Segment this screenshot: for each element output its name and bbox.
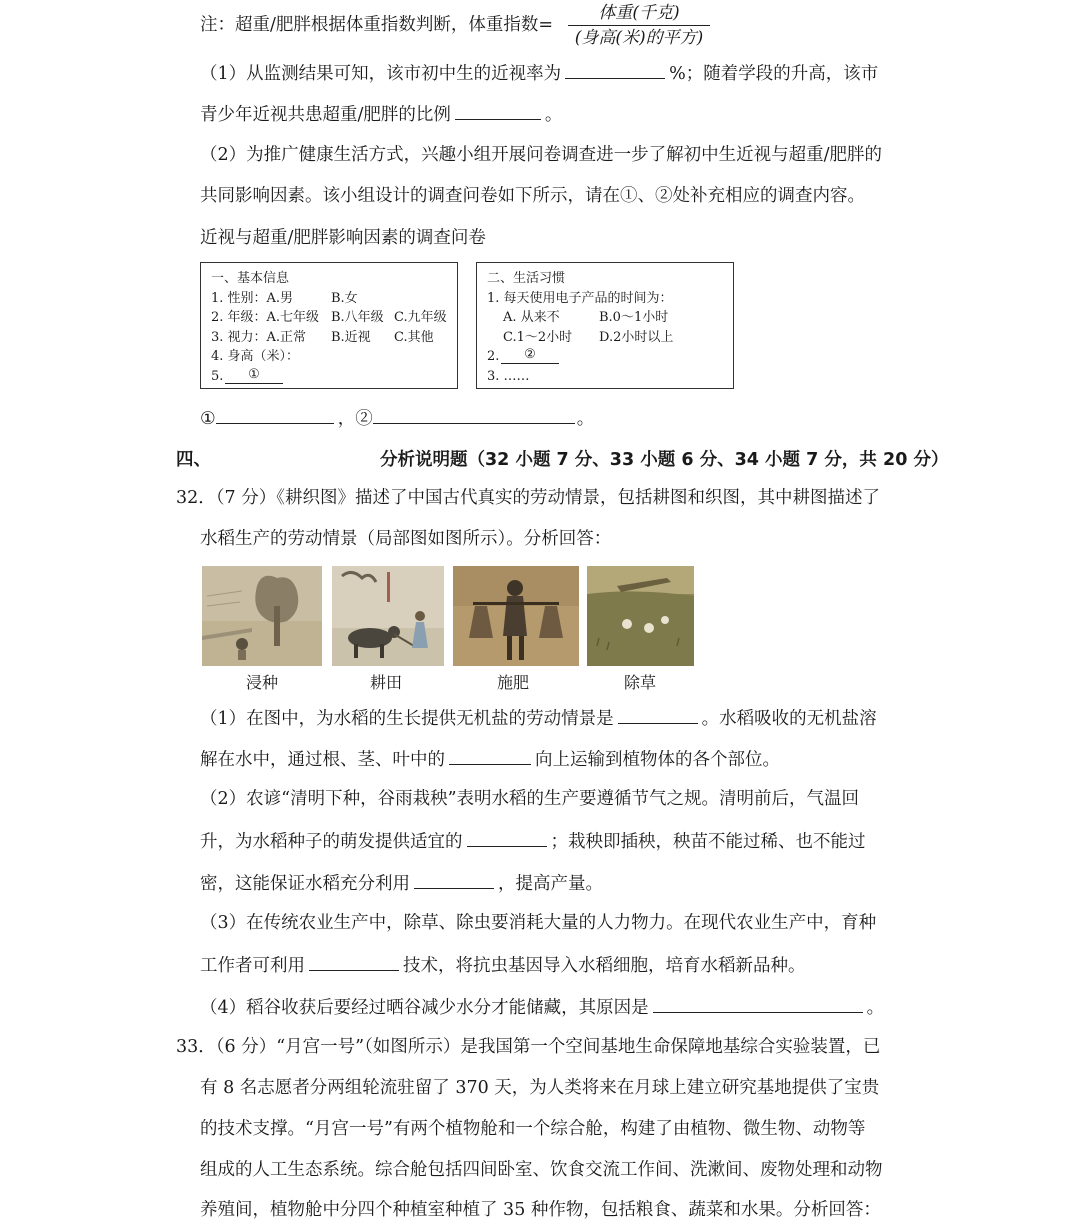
gender-option-b: B.女: [331, 290, 358, 306]
bmi-note: [200, 13, 553, 37]
q32-part1-line2: [200, 746, 780, 772]
q31-part2-line2: 共同影响因素。该小组设计的调查问卷如下所示，请在①、②处补充相应的调查内容。: [200, 186, 865, 206]
q33-line3: 的技术支撑。“月宫一号”有两个植物舱和一个综合舱，构建了由植物、微生物、动物等: [200, 1119, 866, 1139]
item5-number: 5.: [211, 368, 224, 384]
q33-line2: 有 8 名志愿者分两组轮流驻留了 370 天，为人类将来在月球上建立研究基地提供了宝贵: [200, 1078, 880, 1098]
q32-part1-text-d: 向上运输到植物体的各个部位。: [535, 750, 780, 770]
q32-part2-text-d: ，提高产量。: [498, 874, 603, 894]
caption-weeding: 除草: [623, 673, 656, 692]
screen-time-question: 1. 每天使用电子产品的时间为：: [487, 290, 673, 306]
q31-part1-text-a: （1）从监测结果可知，该市初中生的近视率为: [200, 64, 562, 84]
screen-time-option-b: B.0～1小时: [599, 310, 669, 325]
q32-part3-line2: [200, 952, 806, 978]
grade-option-c: C.九年级: [394, 310, 447, 325]
bmi-denominator: (身高(米)的平方): [574, 28, 704, 48]
q32-part2-line1: （2）农谚“清明下种，谷雨栽秧”表明水稻的生产要遵循节气之规。清明前后，气温回: [200, 789, 860, 809]
q32-part1-line1: [200, 705, 877, 731]
caption-fertilizing: 施肥: [496, 673, 529, 692]
bmi-note-text: 注：超重/肥胖根据体重指数判断，体重指数=: [200, 15, 554, 35]
q31-part1-line2: [200, 101, 562, 127]
q32-part1-text-c: 解在水中，通过根、茎、叶中的: [200, 750, 445, 770]
screen-time-option-a: A. 从来不: [503, 310, 560, 325]
answer-blank[interactable]: [455, 101, 541, 120]
q31-part1-text-c: 青少年近视共患超重/肥胖的比例: [200, 105, 451, 125]
screen-time-option-d: D.2小时以上: [599, 329, 674, 345]
q33-line5: 养殖间，植物舱中分四个种植室种植了 35 种作物，包括粮食、蔬菜和水果。分析回答：: [200, 1200, 881, 1220]
plowing-field-image: [332, 566, 444, 666]
answer-blank-1[interactable]: [216, 405, 334, 424]
answer-blank[interactable]: [309, 952, 399, 971]
survey-box-habits: [476, 262, 734, 389]
basic-info-heading: 一、基本信息: [211, 271, 290, 286]
answer-blank[interactable]: [414, 870, 494, 889]
q32-part3-line1: （3）在传统农业生产中，除草、除虫要消耗大量的人力物力。在现代农业生产中，育种: [200, 913, 877, 933]
answer-blank[interactable]: [618, 705, 698, 724]
answer-blank-2[interactable]: [373, 405, 575, 424]
answer-mark-1: ①: [200, 409, 216, 429]
q32-line1: 32．（7 分）《耕织图》描述了中国古代真实的劳动情景，包括耕图和织图，其中耕图描述了: [176, 488, 880, 508]
answer-end: 。: [576, 409, 595, 429]
bmi-numerator: 体重(千克): [568, 2, 710, 26]
answer-blank[interactable]: [653, 994, 863, 1013]
survey-title: 近视与超重/肥胖影响因素的调查问卷: [200, 228, 486, 248]
answer-blank[interactable]: [565, 60, 665, 79]
bmi-fraction: [568, 2, 710, 49]
answer-blank[interactable]: [449, 746, 531, 765]
q32-part4: [200, 994, 884, 1020]
q33-line1: 33．（6 分）“月宫一号”（如图所示）是我国第一个空间基地生命保障地基综合实验装置，已: [176, 1037, 881, 1057]
grade-option-a: 2. 年级：A.七年级: [211, 310, 320, 325]
blank-2-marker: ②: [501, 347, 559, 364]
q32-part2-text-a: 升，为水稻种子的萌发提供适宜的: [200, 832, 463, 852]
answer-mark-2: ②: [355, 409, 373, 429]
answer-separator: ，: [337, 409, 356, 429]
q33-line4: 组成的人工生态系统。综合舱包括四间卧室、饮食交流工作间、洗漱间、废物处理和动物: [200, 1160, 883, 1180]
gender-option-a: 1. 性别：A.男: [211, 290, 294, 306]
vision-option-c: C.其他: [394, 329, 434, 345]
q31-part2-line1: （2）为推广健康生活方式，兴趣小组开展问卷调查进一步了解初中生近视与超重/肥胖的: [200, 145, 883, 165]
habits-heading: 二、生活习惯: [487, 271, 566, 286]
item3-ellipsis: 3. ……: [487, 368, 530, 384]
section-title: 分析说明题（32 小题 7 分、33 小题 6 分、34 小题 7 分，共 20 分）: [380, 450, 949, 470]
q32-part2-text-c: 密，这能保证水稻充分利用: [200, 874, 410, 894]
q32-line2: 水稻生产的劳动情景（局部图如图所示）。分析回答：: [200, 529, 612, 549]
survey-answer-line: [200, 405, 594, 431]
caption-soaking: 浸种: [245, 673, 278, 692]
q32-part1-text-a: （1）在图中，为水稻的生长提供无机盐的劳动情景是: [200, 709, 614, 729]
q32-part1-text-b: 。水稻吸收的无机盐溶: [701, 709, 877, 729]
fertilizing-image: [453, 566, 579, 666]
item2-number: 2.: [487, 349, 500, 364]
soaking-seeds-image: [202, 566, 322, 666]
q32-part2-line3: [200, 870, 603, 896]
q32-part4-text-a: （4）稻谷收获后要经过晒谷减少水分才能储藏，其原因是: [200, 998, 649, 1018]
vision-option-b: B.近视: [331, 329, 371, 345]
height-item: 4. 身高（米）：: [211, 349, 300, 364]
grade-option-b: B.八年级: [331, 310, 384, 325]
q32-part3-text-a: 工作者可利用: [200, 956, 305, 976]
blank-1-marker: ①: [225, 367, 283, 384]
caption-plowing: 耕田: [369, 673, 402, 692]
screen-time-option-c: C.1～2小时: [503, 329, 573, 345]
weeding-image: [587, 566, 694, 666]
q32-part4-text-b: 。: [866, 998, 885, 1018]
section-number: 四、: [176, 450, 211, 470]
q32-part2-text-b: ；栽秧即插秧，秧苗不能过稀、也不能过: [550, 832, 866, 852]
q32-part2-line2: [200, 828, 866, 854]
q31-part1-line1: [200, 60, 878, 86]
vision-option-a: 3. 视力：A.正常: [211, 329, 307, 345]
q31-part1-text-d: 。: [544, 105, 563, 125]
q32-part3-text-b: 技术，将抗虫基因导入水稻细胞，培育水稻新品种。: [403, 956, 806, 976]
answer-blank[interactable]: [467, 828, 547, 847]
survey-box-basic-info: [200, 262, 458, 389]
q31-part1-text-b: %；随着学段的升高，该市: [669, 64, 879, 84]
